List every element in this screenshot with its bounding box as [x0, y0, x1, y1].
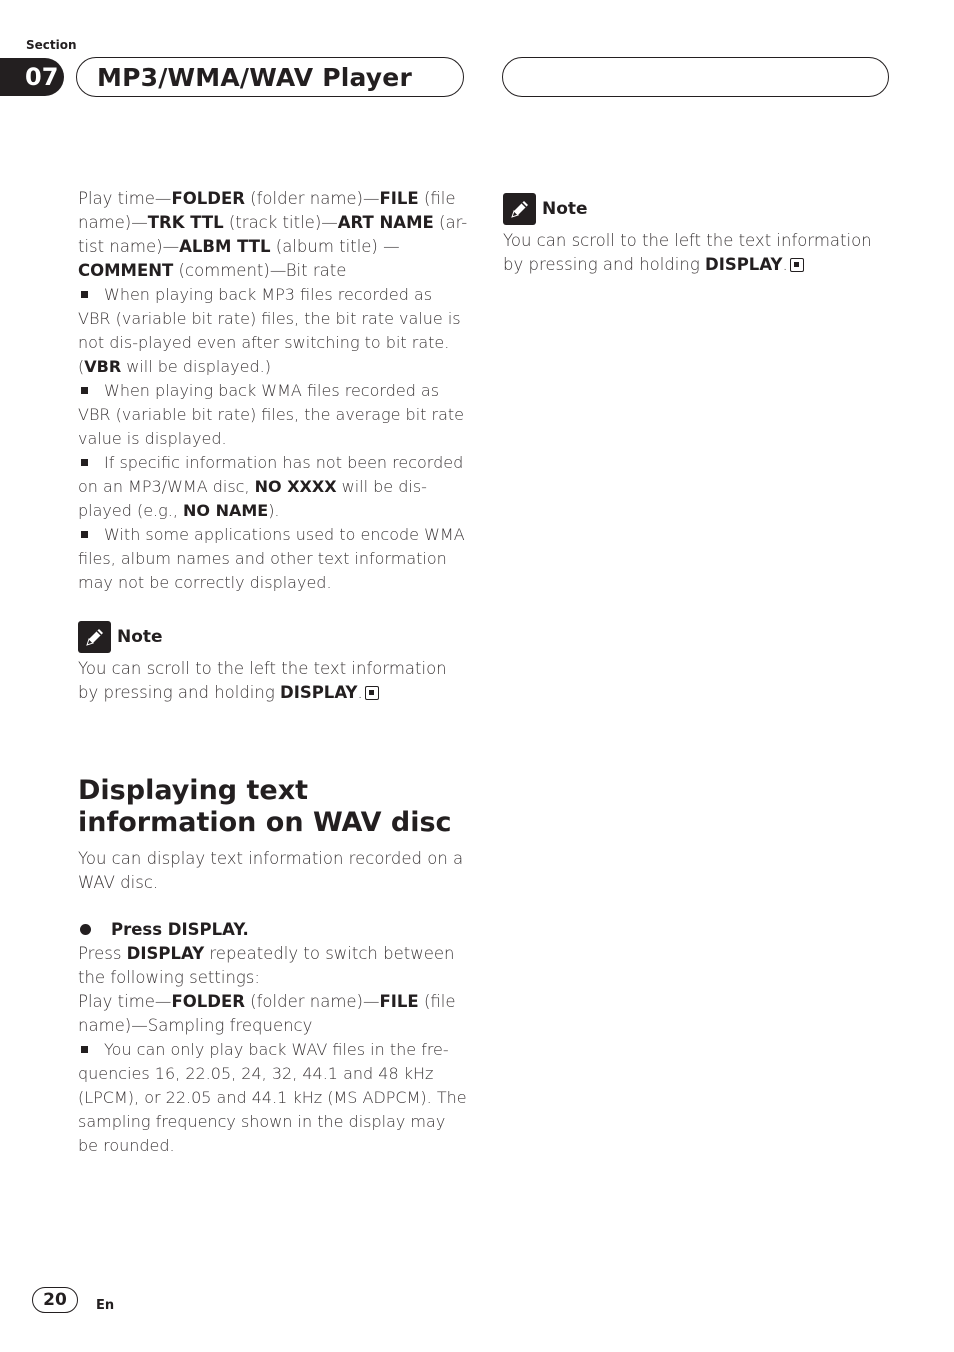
section-number-badge: 07: [0, 58, 64, 96]
step-description: Press DISPLAY repeatedly to switch between the following settings:: [78, 944, 455, 987]
wav-section: [78, 775, 478, 1158]
page-number: 20: [32, 1287, 78, 1313]
left-note: [78, 620, 468, 705]
bullet-square-icon: [81, 387, 88, 394]
note-header: [503, 192, 883, 226]
note-label: Note: [117, 627, 163, 647]
pencil-note-icon: [503, 193, 536, 225]
section-label: Section: [26, 38, 77, 52]
step-bullet-icon: [80, 924, 91, 935]
bullet-no-info: If specific information has not been recorded on an MP3/WMA disc, NO XXXX will be dis-played (e.g., NO NAME).: [78, 453, 464, 520]
pencil-note-icon: [78, 621, 111, 653]
chapter-title: MP3/WMA/WAV Player: [76, 57, 464, 97]
note-text: You can scroll to the left the text information by pressing and holding DISPLAY.: [78, 659, 447, 702]
section-heading: Displaying text information on WAV disc: [78, 775, 452, 838]
display-sequence: Play time—FOLDER (folder name)—FILE (file name)—TRK TTL (track title)—ART NAME (ar-tist name)—ALBM TTL (album title) —COMMENT (comment)—Bit rate: [78, 189, 468, 280]
left-column: [78, 187, 468, 595]
header-blank-pill: [502, 57, 889, 97]
end-mark-icon: [790, 258, 804, 272]
bullet-square-icon: [81, 291, 88, 298]
bullet-square-icon: [81, 459, 88, 466]
bullet-vbr-wma: When playing back WMA files recorded as VBR (variable bit rate) files, the average bit rate value is displayed.: [78, 381, 464, 448]
note-header: [78, 620, 468, 654]
right-note: [503, 192, 883, 277]
language-code: En: [96, 1298, 115, 1313]
bullet-wma-apps: With some applications used to encode WMA files, album names and other text information may not be correctly displayed.: [78, 525, 465, 592]
wav-display-sequence: Play time—FOLDER (folder name)—FILE (file name)—Sampling frequency: [78, 992, 456, 1035]
step-press-display: Press DISPLAY.: [78, 918, 478, 942]
wav-intro: You can display text information recorded on a WAV disc.: [78, 849, 464, 892]
end-mark-icon: [365, 686, 379, 700]
note-text: You can scroll to the left the text information by pressing and holding DISPLAY.: [503, 231, 872, 274]
bullet-square-icon: [81, 1046, 88, 1053]
bullet-vbr-mp3: When playing back MP3 files recorded as VBR (variable bit rate) files, the bit rate value is not dis-played even after switching to bit rate. (VBR will be displayed.): [78, 285, 461, 376]
bullet-wav-frequencies: You can only play back WAV files in the fre-quencies 16, 22.05, 24, 32, 44.1 and 48 kHz (LPCM), or 22.05 and 44.1 kHz (MS ADPCM). The sampling frequency shown in the display may be rounded.: [78, 1040, 467, 1155]
note-label: Note: [542, 199, 588, 219]
bullet-square-icon: [81, 531, 88, 538]
